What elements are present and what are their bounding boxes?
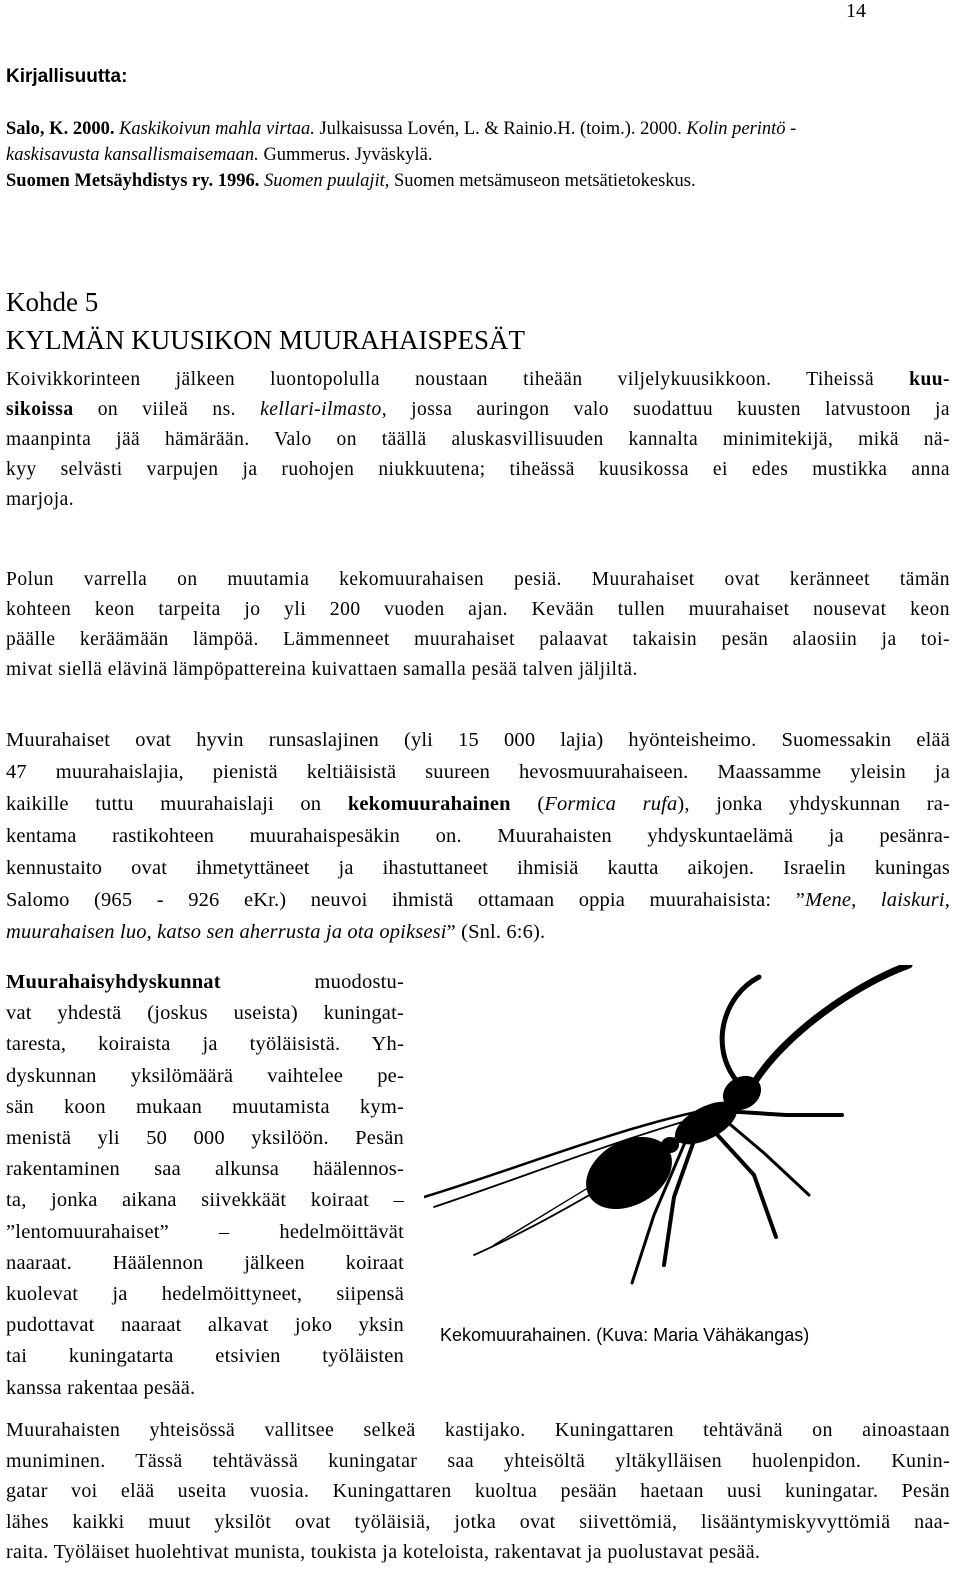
text-line <box>6 967 404 998</box>
references-heading: Kirjallisuutta: <box>6 66 128 87</box>
text-line <box>6 395 950 425</box>
reference-title: Kolin perintö - <box>686 119 797 139</box>
text-line: ta, jonka aikana siivekkäät koiraat – <box>6 1189 404 1212</box>
text-line: taresta, koiraista ja työläisistä. Yh- <box>6 1033 404 1056</box>
reference-title: Kaskikoivun mahla virtaa. <box>119 119 315 139</box>
ant-leg <box>719 1115 809 1195</box>
text-line: kohteen keon tarpeita jo yli 200 vuoden ajan. Kevään tullen muurahaiset nousevat keon <box>6 599 950 620</box>
reference-details: Julkaisussa Lovén, L. & Rainio.H. (toim.). 2000. <box>314 119 687 139</box>
text-line: 47 muurahaislajia, pienistä keltiäisistä suureen hevosmuurahaiseen. Maassamme yleisin ja <box>6 761 950 783</box>
text-line: Polun varrella on muutamia kekomuurahaisen pesiä. Muurahaiset ovat keränneet tämän <box>6 569 950 590</box>
ant-wing <box>424 1107 720 1197</box>
text-line: naaraat. Häälennon jälkeen koiraat <box>6 1251 404 1274</box>
reference-author: Salo, K. 2000. <box>6 119 120 139</box>
text-line <box>6 916 950 948</box>
latin-name: Formica rufa <box>544 793 678 815</box>
text-run: on viileä ns. <box>73 399 261 420</box>
text-line: marjoja. <box>6 489 75 510</box>
text-run: ” (Snl. 6:6). <box>446 921 546 943</box>
ant-leg <box>724 1111 842 1115</box>
paragraph-ant-nests <box>6 565 950 685</box>
text-line: sän koon mukaan muutamista kym- <box>6 1095 404 1118</box>
reference-entry <box>6 116 954 142</box>
text-line: ”lentomuurahaiset” – hedelmöittävät <box>6 1220 404 1243</box>
ant-drawing <box>424 965 954 1295</box>
text-line: kuolevat ja hedelmöittyneet, siipensä <box>6 1283 404 1306</box>
italic-term: kellari-ilmasto <box>260 399 382 420</box>
text-line: rakentaminen saa alkunsa häälennos- <box>6 1158 404 1181</box>
section-heading <box>6 283 525 359</box>
bold-term: Muurahaisyhdyskunnat <box>6 971 221 993</box>
text-line: mivat siellä elävinä lämpöpattereina kuivattaen samalla pesää talven jäljiltä. <box>6 659 638 680</box>
reference-details: , Suomen metsämuseon metsätietokeskus. <box>384 171 696 191</box>
text-run: , jossa auringon valo suodattuu kuusten latvustoon ja <box>381 399 950 420</box>
reference-entry <box>6 168 954 194</box>
ant-antenna <box>722 977 759 1080</box>
bold-term: kekomuurahainen <box>347 793 511 815</box>
text-line: gatar voi elää useita vuosia. Kuningattaren kuoltua pesään haetaan uusi kuningatar. Pesän <box>6 1480 950 1502</box>
reference-title: Suomen puulajit <box>264 171 385 191</box>
text-line: dyskunnan yksilömäärä vaihtelee pe- <box>6 1064 404 1087</box>
text-line <box>6 788 950 820</box>
text-line: tai kuningatarta etsivien työläisten <box>6 1345 404 1368</box>
quote-italic: muurahaisen luo, katso sen aherrusta ja ota opiksesi <box>6 921 447 943</box>
text-line: Muurahaiset ovat hyvin runsaslajinen (yli 15 000 lajia) hyönteisheimo. Suomessakin elää <box>6 729 950 751</box>
text-line <box>6 365 950 395</box>
text-line: lähes kaikki muut yksilöt ovat työläisiä, jotka ovat siivettömiä, lisääntymiskyvyttömiä naa- <box>6 1510 950 1533</box>
section-title: KYLMÄN KUUSIKON MUURAHAISPESÄT <box>6 325 526 355</box>
text-line: menistä yli 50 000 yksilöön. Pesän <box>6 1127 404 1150</box>
reference-title: kaskisavusta kansallismaisemaan. <box>6 145 259 165</box>
text-line: kanssa rakentaa pesää. <box>6 1376 196 1399</box>
text-line: vat yhdestä (joskus useista) kuningat- <box>6 1002 404 1025</box>
ant-leg <box>712 1129 776 1237</box>
ant-illustration <box>424 965 954 1295</box>
quote-italic: Mene, laiskuri, <box>804 889 950 911</box>
text-run: Koivikkorinteen jälkeen luontopolulla noustaan tiheään viljelykuusikkoon. Tiheissä <box>6 369 910 390</box>
text-line: raita. Työläiset huolehtivat munista, toukista ja koteloista, rakentavat ja puolustavat pesää. <box>6 1541 761 1563</box>
text-run: muodostu- <box>220 971 404 993</box>
text-line: kennustaito ovat ihmetyttäneet ja ihastuttaneet ihmisiä kautta aikojen. Israelin kuningas <box>6 857 950 879</box>
page-number: 14 <box>846 0 866 22</box>
text-line: kyy selvästi varpujen ja ruohojen niukkuutena; tiheässä kuusikossa ei edes mustikka anna <box>6 459 950 480</box>
text-line: muniminen. Tässä tehtävässä kuningatar saa yhteisöltä yltäkylläisen huolenpidon. Kunin- <box>6 1449 950 1472</box>
ant-antenna <box>754 965 909 1083</box>
paragraph-castes <box>6 1415 950 1568</box>
section-number: Kohde 5 <box>6 287 99 317</box>
reference-details: Gummerus. Jyväskylä. <box>258 145 433 165</box>
paragraph-colonies <box>6 967 404 1404</box>
text-run: Salomo (965 - 926 eKr.) neuvoi ihmistä ottamaan oppia muurahaisista: ” <box>6 889 805 911</box>
text-run: ( <box>510 793 545 815</box>
text-line: pudottavat naaraat alkavat joko yksin <box>6 1314 404 1337</box>
text-line: Muurahaisten yhteisössä vallitsee selkeä kastijako. Kuningattaren tehtävänä on ainoastaan <box>6 1419 950 1441</box>
reference-entry-continuation <box>6 142 954 168</box>
figure-caption: Kekomuurahainen. (Kuva: Maria Vähäkangas) <box>440 1325 810 1345</box>
text-line: kentama rastikohteen muurahaispesäkin on. Muurahaisten yhdyskuntaelämä ja pesänra- <box>6 825 950 847</box>
reference-author: Suomen Metsäyhdistys ry. 1996. <box>6 171 264 191</box>
bold-term: kuu- <box>909 369 950 390</box>
text-line: maanpinta jää hämärään. Valo on täällä aluskasvillisuuden kannalta minimitekijä, mikä nä- <box>6 429 950 450</box>
references-list <box>6 116 954 194</box>
text-run: ), jonka yhdyskunnan ra- <box>677 793 950 815</box>
text-run: kaikille tuttu muurahaislaji on <box>6 793 348 815</box>
paragraph-intro <box>6 365 950 515</box>
text-line <box>6 884 950 916</box>
bold-term: sikoissa <box>6 399 74 420</box>
paragraph-ant-species <box>6 724 950 948</box>
text-line: päälle keräämään lämpöä. Lämmenneet muurahaiset palaavat takaisin pesän alaosiin ja toi- <box>6 629 950 650</box>
